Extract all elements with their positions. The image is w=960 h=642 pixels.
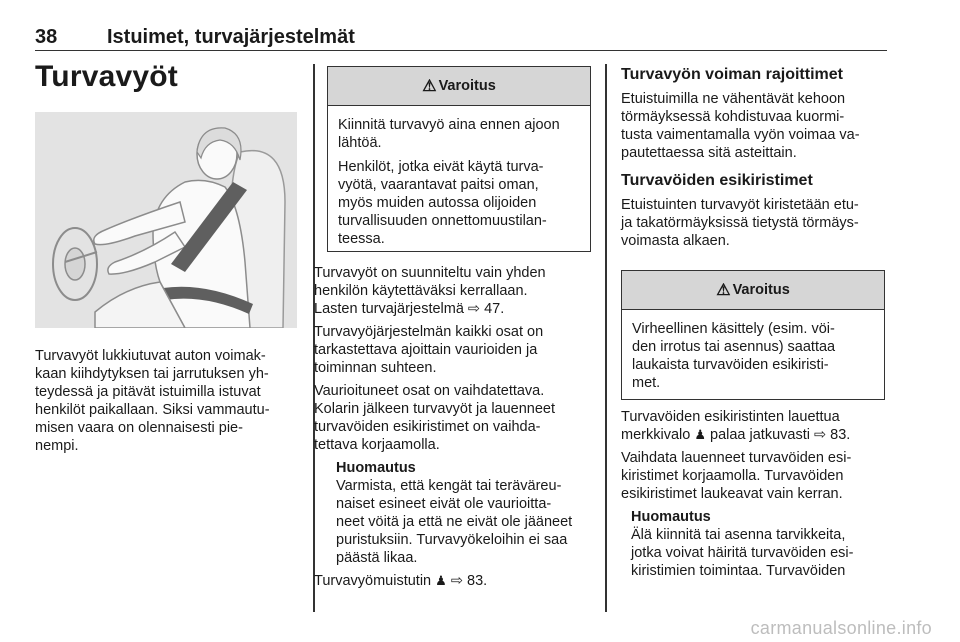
text-line: Etuistuinten turvavyöt kiristetään etu-: [621, 197, 859, 213]
text-line: Älä kiinnitä tai asenna tarvikkeita,: [631, 527, 846, 543]
text-line: Henkilöt, jotka eivät käytä turva-: [338, 159, 544, 175]
text-line: myös muiden autossa olijoiden: [338, 195, 537, 211]
text-line: laukaista turvavöiden esikiristi-: [632, 357, 829, 373]
text-line: Vaurioituneet osat on vaihdatettava.: [314, 383, 545, 399]
note-block: [314, 459, 599, 567]
text-line: Turvavyöt lukkiutuvat auton voimak-: [35, 348, 266, 364]
text-segment: merkkivalo: [621, 427, 691, 443]
left-column-text: [35, 347, 305, 455]
text-line: lähtöä.: [338, 135, 382, 151]
page-reference-link[interactable]: ⇨ 83.: [450, 573, 488, 589]
text-line: henkilön käytettäväksi kerrallaan.: [314, 283, 528, 299]
text-line: misen vaara on olennaisesti pie-: [35, 420, 243, 436]
text-line: vyötä, vaarantavat paitsi oman,: [338, 177, 539, 193]
warning-body: [328, 106, 590, 260]
right-column-text-lower: [621, 408, 889, 580]
text-line: Turvavyöt on suunniteltu vain yhden: [314, 265, 546, 281]
text-line: puristuksiin. Turvavyökeloihin ei saa: [336, 532, 568, 548]
watermark: carmanualsonline.info: [750, 618, 932, 638]
warning-triangle-icon: ⚠: [716, 282, 731, 299]
chapter-title: Istuimet, turvajärjestelmät: [107, 26, 355, 48]
section-title: Turvavyöt: [35, 60, 178, 93]
text-line: Virheellinen käsittely (esim. vöi-: [632, 321, 835, 337]
reminder-text: Turvavyömuistutin: [314, 573, 432, 589]
warning-body: [622, 310, 884, 398]
warning-box: [327, 66, 591, 252]
text-line: neet vöitä ja että ne eivät ole jääneet: [336, 514, 573, 530]
column-divider: [605, 64, 607, 612]
middle-column-text: [314, 264, 599, 595]
text-line: voimasta alkaen.: [621, 233, 730, 249]
text-line: teessa.: [338, 231, 385, 247]
warning-box: [621, 270, 885, 400]
subheading: Turvavyön voiman rajoittimet: [621, 66, 843, 83]
page-header: [35, 26, 887, 51]
note-title: Huomautus: [336, 460, 416, 476]
text-line: met.: [632, 375, 661, 391]
text-line: esikiristimet laukeavat vain kerran.: [621, 486, 843, 502]
text-line: tettava korjaamolla.: [314, 437, 440, 453]
text-line: päästä likaa.: [336, 550, 418, 566]
text-line: tarkastettava ajoittain vaurioiden ja: [314, 342, 538, 358]
text-line: toiminnan suhteen.: [314, 360, 437, 376]
text-line: kiristimien toimintaa. Turvavöiden: [631, 563, 846, 579]
text-line: Turvavöiden esikiristinten lauettua: [621, 409, 840, 425]
text-line: Turvavyöjärjestelmän kaikki osat on: [314, 324, 544, 340]
text-line: Kiinnitä turvavyö aina ennen ajoon: [338, 117, 560, 133]
text-line: Varmista, että kengät tai teräväreu-: [336, 478, 562, 494]
note-title: Huomautus: [631, 509, 711, 525]
text-line: Etuistuimilla ne vähentävät kehoon: [621, 91, 846, 107]
page-number: 38: [35, 26, 58, 48]
text-line: den irrotus tai asennus) saattaa: [632, 339, 836, 355]
airbag-pretensioner-warning-icon: ♟: [694, 427, 706, 442]
text-line: nempi.: [35, 438, 79, 454]
warning-title: Varoitus: [438, 78, 496, 94]
text-segment: palaa jatkuvasti ⇨ 83.: [710, 427, 851, 443]
text-line: kaan kiihdytyksen tai jarrutuksen yh-: [35, 366, 269, 382]
text-line: Lasten turvajärjestelmä ⇨ 47.: [314, 301, 505, 317]
right-column-text: [621, 66, 889, 255]
seatbelt-illustration: [35, 112, 297, 328]
text-line: teydessä ja pitävät istuimilla istuvat: [35, 384, 261, 400]
text-line: ja takatörmäyksissä tietystä törmäys-: [621, 215, 859, 231]
seatbelt-reminder-icon: ♟: [435, 573, 447, 588]
text-line: pautettaessa sitä asteittain.: [621, 145, 797, 161]
subheading: Turvavöiden esikiristimet: [621, 172, 813, 189]
warning-title: Varoitus: [732, 282, 790, 298]
text-line: jotka voivat häiritä turvavöiden esi-: [631, 545, 854, 561]
note-block: [621, 508, 889, 580]
text-line: Kolarin jälkeen turvavyöt ja lauenneet: [314, 401, 556, 417]
text-line: turvallisuuden onnettomuustilan-: [338, 213, 547, 229]
warning-triangle-icon: ⚠: [422, 78, 437, 95]
text-line: tusta vaimentamalla vyön voimaa va-: [621, 127, 860, 143]
warning-header: [622, 271, 884, 310]
text-line: kiristimet korjaamolla. Turvavöiden: [621, 468, 844, 484]
text-line: turvavöiden esikiristimet on vaihda-: [314, 419, 541, 435]
text-line: henkilöt paikallaan. Siksi vammautu-: [35, 402, 270, 418]
warning-header: [328, 67, 590, 106]
text-line: Vaihdata lauenneet turvavöiden esi-: [621, 450, 852, 466]
text-line: törmäyksessä kohdistuvaa kuormi-: [621, 109, 845, 125]
text-line: naiset esineet eivät ole vaurioitta-: [336, 496, 552, 512]
